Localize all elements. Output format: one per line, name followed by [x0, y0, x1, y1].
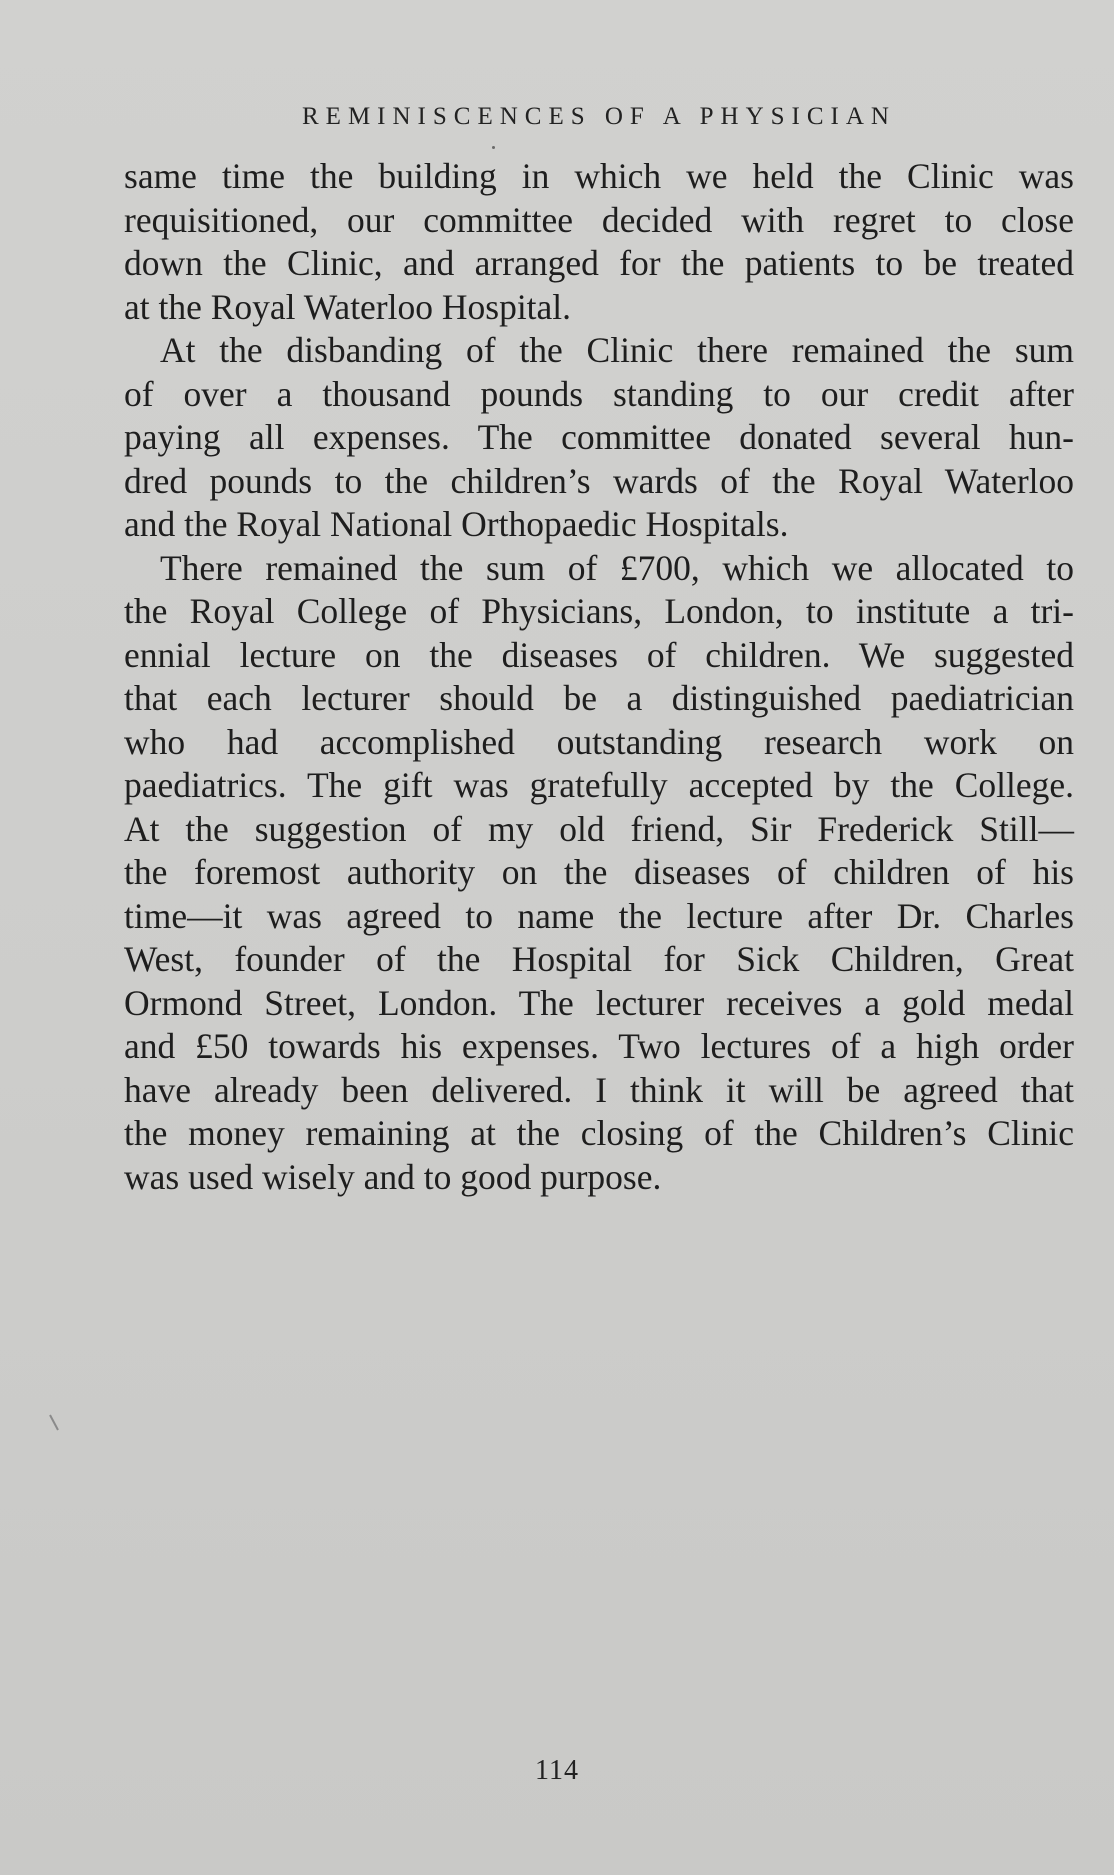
text-line: same time the building in which we held the Clinic was	[124, 156, 1074, 196]
print-speck	[492, 146, 495, 149]
text-line: have already been delivered. I think it will be agreed that	[124, 1069, 1074, 1110]
text-line: at the Royal Waterloo Hospital.	[124, 286, 572, 327]
text-line: the foremost authority on the diseases of children of his	[124, 852, 1074, 892]
text-line: that each lecturer should be a distinguished paediatrician	[124, 678, 1074, 718]
text-line: Ormond Street, London. The lecturer receives a gold medal	[124, 982, 1074, 1023]
text-line: West, founder of the Hospital for Sick Children, Great	[124, 939, 1074, 979]
text-line: and the Royal National Orthopaedic Hospitals.	[124, 504, 789, 544]
text-line: the Royal College of Physicians, London, to institute a tri-	[124, 591, 1074, 631]
text-line: paediatrics. The gift was gratefully accepted by the College.	[124, 765, 1074, 805]
text-line: ennial lecture on the diseases of children. We suggested	[124, 634, 1074, 675]
text-line: and £50 towards his expenses. Two lectures of a high order	[124, 1026, 1074, 1066]
text-line: who had accomplished outstanding research work on	[124, 721, 1074, 762]
text-line: There remained the sum of £700, which we allocated to	[160, 547, 1074, 588]
print-mark	[49, 1415, 59, 1431]
text-line: At the disbanding of the Clinic there remained the sum	[160, 330, 1074, 370]
running-head: REMINISCENCES OF A PHYSICIAN	[302, 103, 896, 130]
text-line: down the Clinic, and arranged for the patients to be treated	[124, 243, 1074, 283]
text-line: time—it was agreed to name the lecture after Dr. Charles	[124, 895, 1074, 936]
text-line: requisitioned, our committee decided with regret to close	[124, 199, 1074, 240]
page-number: 114	[535, 1755, 579, 1786]
text-line: was used wisely and to good purpose.	[124, 1156, 662, 1197]
text-line: of over a thousand pounds standing to our credit after	[124, 373, 1074, 414]
body-text	[124, 155, 1074, 1199]
text-line: paying all expenses. The committee donated several hun-	[124, 417, 1074, 457]
text-line: dred pounds to the children’s wards of the Royal Waterloo	[124, 460, 1074, 501]
text-line: the money remaining at the closing of the Children’s Clinic	[124, 1113, 1074, 1153]
text-line: At the suggestion of my old friend, Sir Frederick Still—	[124, 808, 1074, 849]
